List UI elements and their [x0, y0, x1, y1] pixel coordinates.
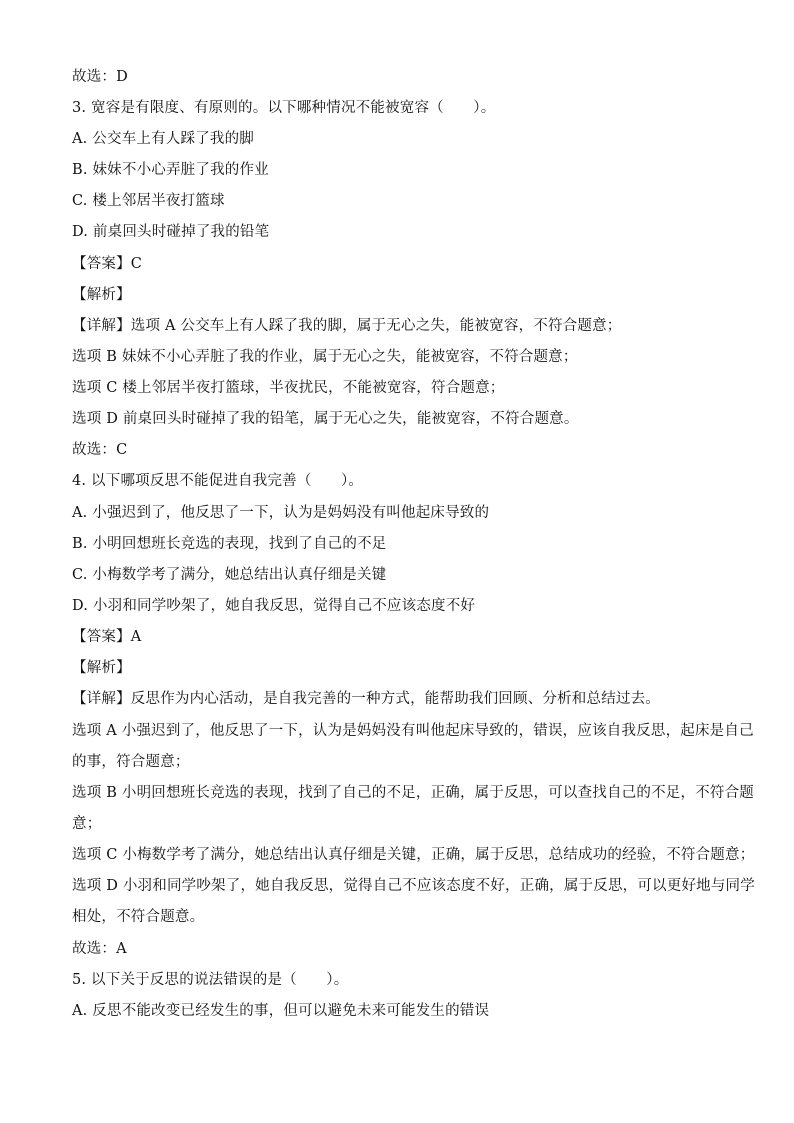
question-3-option-d: D. 前桌回头时碰掉了我的铅笔: [72, 224, 270, 240]
question-4-option-d: D. 小羽和同学吵架了，她自我反思，觉得自己不应该态度不好: [72, 598, 476, 614]
question-3-choice-line: 故选：C: [72, 442, 128, 458]
question-3-detail-line: 【详解】选项 A 公交车上有人踩了我的脚，属于无心之失，能被宽容，不符合题意；: [72, 318, 622, 334]
question-4-detail-line: 选项 D 小羽和同学吵架了，她自我反思，觉得自己不应该态度不好，正确，属于反思，可以更好地与同学: [72, 878, 755, 894]
question-4-detail-line: 选项 B 小明回想班长竞选的表现，找到了自己的不足，正确，属于反思，可以查找自己的不足，不符合题: [72, 785, 754, 801]
question-4-detail-line: 选项 A 小强迟到了，他反思了一下，认为是妈妈没有叫他起床导致的，错误，应该自我反思，起床是自己: [72, 723, 754, 739]
question-4-detail-line: 相处，不符合题意。: [72, 909, 205, 925]
question-3-option-a: A. 公交车上有人踩了我的脚: [72, 131, 254, 147]
question-3-answer: 【答案】C: [72, 256, 143, 272]
question-3-detail-line: 选项 C 楼上邻居半夜打篮球，半夜扰民，不能被宽容，符合题意；: [72, 380, 505, 396]
question-3-detail-line: 选项 B 妹妹不小心弄脏了我的作业，属于无心之失，能被宽容，不符合题意；: [72, 349, 578, 365]
question-4-answer: 【答案】A: [72, 629, 142, 645]
question-4-detail-line: 意；: [72, 816, 102, 832]
question-3-option-b: B. 妹妹不小心弄脏了我的作业: [72, 162, 269, 178]
question-5-option-a: A. 反思不能改变已经发生的事，但可以避免未来可能发生的错误: [72, 1003, 490, 1019]
answer-choice-line-q2: 故选：D: [72, 69, 128, 85]
question-5-stem: 5. 以下关于反思的说法错误的是（ ）。: [72, 972, 349, 988]
question-4-option-a: A. 小强迟到了，他反思了一下，认为是妈妈没有叫他起床导致的: [72, 505, 490, 521]
question-3-stem: 3. 宽容是有限度、有原则的。以下哪种情况不能被宽容（ ）。: [72, 100, 496, 116]
question-4-option-b: B. 小明回想班长竞选的表现，找到了自己的不足: [72, 536, 387, 552]
question-3-option-c: C. 楼上邻居半夜打篮球: [72, 193, 225, 209]
question-4-stem: 4. 以下哪项反思不能促进自我完善（ ）。: [72, 473, 364, 489]
question-4-detail-line: 选项 C 小梅数学考了满分，她总结出认真仔细是关键，正确，属于反思，总结成功的经验，不符合题意；: [72, 847, 755, 863]
question-4-analysis-heading: 【解析】: [72, 660, 131, 676]
question-4-detail-line: 【详解】反思作为内心活动，是自我完善的一种方式，能帮助我们回顾、分析和总结过去。: [72, 691, 660, 707]
question-3-detail-line: 选项 D 前桌回头时碰掉了我的铅笔，属于无心之失，能被宽容，不符合题意。: [72, 411, 579, 427]
question-4-choice-line: 故选：A: [72, 941, 127, 957]
question-4-option-c: C. 小梅数学考了满分，她总结出认真仔细是关键: [72, 567, 387, 583]
question-3-analysis-heading: 【解析】: [72, 287, 131, 303]
question-4-detail-line: 的事，符合题意；: [72, 754, 190, 770]
